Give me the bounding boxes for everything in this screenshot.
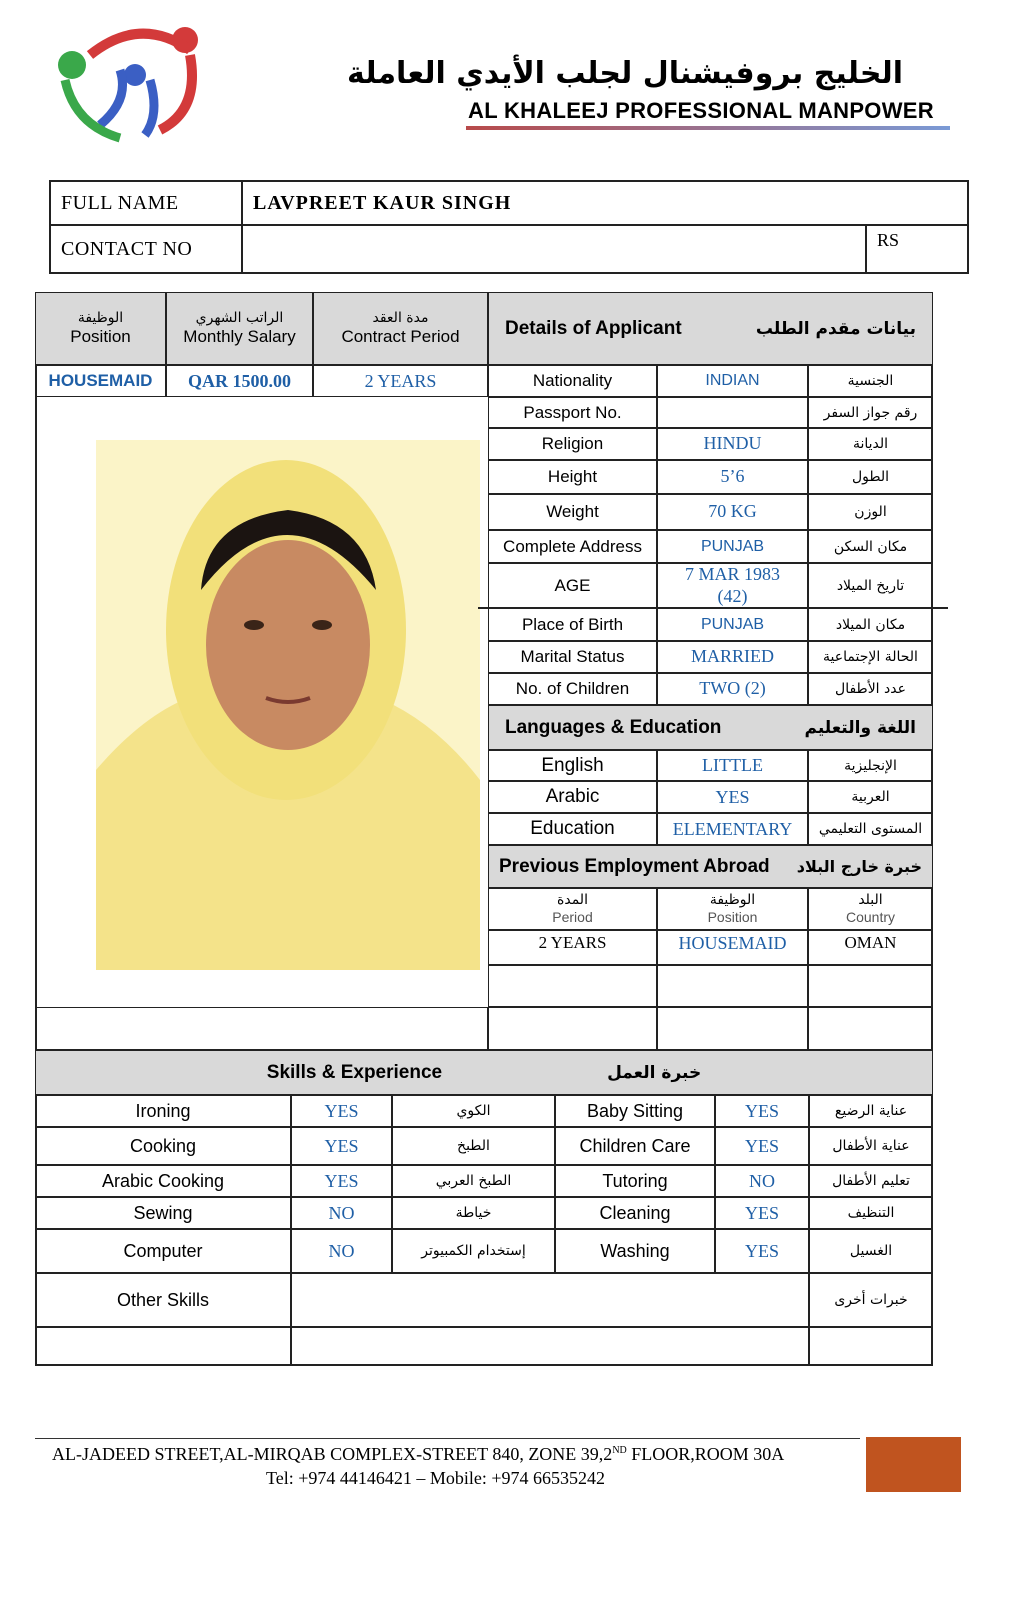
skill-value: YES (291, 1127, 392, 1165)
blank-row-left (35, 1007, 488, 1050)
detail-arabic-label: الحالة الإجتماعية (808, 641, 933, 673)
detail-arabic-label: رقم جواز السفر (808, 397, 933, 428)
skill-value: YES (291, 1095, 392, 1127)
employment-title-en: Previous Employment Abroad (499, 855, 770, 877)
employment-period: 2 YEARS (488, 930, 657, 965)
detail-arabic-label: الديانة (808, 428, 933, 460)
detail-arabic-label: الجنسية (808, 365, 933, 397)
detail-label: Place of Birth (488, 608, 657, 641)
detail-value (657, 494, 808, 530)
employment-position: HOUSEMAID (657, 930, 808, 965)
full-name-label: FULL NAME (50, 181, 242, 225)
languages-header (488, 705, 933, 750)
footer-accent-block (866, 1437, 961, 1492)
applicant-photo (96, 440, 480, 970)
employment-col-header (488, 888, 657, 930)
language-value: LITTLE (657, 750, 808, 781)
company-name-english: AL KHALEEJ PROFESSIONAL MANPOWER (468, 98, 934, 123)
detail-label: Complete Address (488, 530, 657, 563)
employment-empty-cell (488, 1007, 657, 1050)
detail-value (657, 563, 808, 608)
skill-value: NO (291, 1197, 392, 1229)
photo-illustration (96, 440, 480, 970)
skill-label: Baby Sitting (555, 1095, 715, 1127)
contract-header-en: Contract Period (341, 326, 460, 346)
footer-phones: Tel: +974 44146421 – Mobile: +974 66535242 (266, 1468, 606, 1488)
salary-header (166, 292, 313, 365)
detail-value-text: 7 MAR 1983 (684, 563, 780, 584)
footer-address-part1: AL-JADEED STREET,AL-MIRQAB COMPLEX-STREET 840, ZONE 39,2 (52, 1444, 613, 1464)
details-header (488, 292, 933, 365)
skill-label: Cleaning (555, 1197, 715, 1229)
contract-header-ar: مدة العقد (372, 309, 429, 326)
detail-value (657, 673, 808, 705)
skill-arabic-label: خياطة (392, 1197, 555, 1229)
language-label: Arabic (488, 781, 657, 813)
detail-value-text: INDIAN (705, 372, 760, 390)
employment-col-en: Period (552, 909, 593, 925)
detail-label: Nationality (488, 365, 657, 397)
language-label: English (488, 750, 657, 781)
skill-label: Arabic Cooking (35, 1165, 291, 1197)
employment-empty-cell (808, 965, 933, 1007)
detail-value-text: MARRIED (690, 646, 774, 667)
detail-arabic-label: مكان السكن (808, 530, 933, 563)
skills-header (35, 1050, 933, 1095)
detail-arabic-label: تاريخ الميلاد (808, 563, 933, 608)
detail-value-text: 5’6 (720, 466, 745, 487)
salary-header-ar: الراتب الشهري (195, 309, 284, 326)
details-title-ar: بيانات مقدم الطلب (755, 318, 916, 339)
detail-value-text: 70 KG (708, 501, 757, 522)
skills-empty-cell (35, 1327, 291, 1366)
detail-label: Height (488, 460, 657, 494)
skill-value: YES (715, 1197, 809, 1229)
position-header (35, 292, 166, 365)
detail-value-extra: (42) (717, 585, 748, 606)
footer-rule (35, 1438, 860, 1439)
detail-value-text: HINDU (703, 433, 762, 454)
languages-title-en: Languages & Education (505, 716, 722, 738)
other-skills-label: Other Skills (35, 1273, 291, 1327)
employment-col-ar: الوظيفة (709, 892, 756, 909)
salary-header-en: Monthly Salary (183, 326, 296, 346)
employment-empty-cell (657, 965, 808, 1007)
skill-label: Ironing (35, 1095, 291, 1127)
language-arabic-label: العربية (808, 781, 933, 813)
skill-value: YES (291, 1165, 392, 1197)
skill-label: Washing (555, 1229, 715, 1273)
position-value: HOUSEMAID (35, 365, 166, 397)
detail-value (657, 397, 808, 428)
detail-label: Religion (488, 428, 657, 460)
employment-empty-cell (808, 1007, 933, 1050)
detail-value-text: PUNJAB (700, 537, 765, 555)
detail-label: AGE (488, 563, 657, 608)
detail-value-text: PUNJAB (700, 615, 765, 633)
footer-address (52, 1444, 784, 1465)
detail-value-text: TWO (2) (699, 678, 766, 699)
applicant-code: RS (866, 225, 968, 273)
skill-arabic-label: عناية الرضيع (809, 1095, 933, 1127)
skills-title-en: Skills & Experience (266, 1061, 443, 1083)
skill-value: YES (715, 1229, 809, 1273)
detail-arabic-label: الطول (808, 460, 933, 494)
language-value: YES (657, 781, 808, 813)
skill-arabic-label: الطبخ العربي (392, 1165, 555, 1197)
employment-empty-cell (488, 965, 657, 1007)
age-row-divider (478, 607, 948, 609)
salary-value: QAR 1500.00 (166, 365, 313, 397)
employment-col-en: Country (845, 909, 896, 925)
skills-empty-cell (291, 1327, 809, 1366)
skill-arabic-label: الكوي (392, 1095, 555, 1127)
language-value: ELEMENTARY (657, 813, 808, 845)
skill-arabic-label: عناية الأطفال (809, 1127, 933, 1165)
employment-col-en: Position (707, 909, 758, 925)
skill-value: NO (715, 1165, 809, 1197)
languages-title-ar: اللغة والتعليم (804, 717, 916, 738)
skills-title-ar: خبرة العمل (607, 1062, 702, 1083)
employment-empty-cell (657, 1007, 808, 1050)
footer-address-part2: FLOOR,ROOM 30A (626, 1444, 785, 1464)
skill-arabic-label: الغسيل (809, 1229, 933, 1273)
detail-value (657, 460, 808, 494)
language-arabic-label: الإنجليزية (808, 750, 933, 781)
contract-value: 2 YEARS (313, 365, 488, 397)
contact-label: CONTACT NO (50, 225, 242, 273)
contract-header (313, 292, 488, 365)
skills-empty-cell (809, 1327, 933, 1366)
skill-arabic-label: إستخدام الكمبيوتر (392, 1229, 555, 1273)
detail-label: No. of Children (488, 673, 657, 705)
skill-label: Computer (35, 1229, 291, 1273)
language-label: Education (488, 813, 657, 845)
skill-label: Children Care (555, 1127, 715, 1165)
skill-value: NO (291, 1229, 392, 1273)
employment-country: OMAN (808, 930, 933, 965)
skill-arabic-label: تعليم الأطفال (809, 1165, 933, 1197)
employment-title-ar: خبرة خارج البلاد (796, 857, 922, 876)
detail-label: Weight (488, 494, 657, 530)
detail-value (657, 365, 808, 397)
detail-label: Marital Status (488, 641, 657, 673)
skill-value: YES (715, 1095, 809, 1127)
detail-arabic-label: الوزن (808, 494, 933, 530)
detail-value (657, 641, 808, 673)
detail-value (657, 608, 808, 641)
detail-arabic-label: عدد الأطفال (808, 673, 933, 705)
skill-label: Cooking (35, 1127, 291, 1165)
header-underline (466, 126, 950, 130)
employment-header (488, 845, 933, 888)
footer-address-sup: ND (612, 1445, 627, 1456)
full-name-value: LAVPREET KAUR SINGH (242, 181, 968, 225)
other-skills-value (291, 1273, 809, 1327)
skill-value: YES (715, 1127, 809, 1165)
detail-value (657, 530, 808, 563)
employment-col-header (657, 888, 808, 930)
skill-label: Tutoring (555, 1165, 715, 1197)
contact-value (242, 225, 866, 273)
details-title-en: Details of Applicant (505, 317, 682, 339)
position-header-en: Position (70, 326, 131, 346)
position-header-ar: الوظيفة (77, 309, 124, 326)
employment-col-header (808, 888, 933, 930)
detail-label: Passport No. (488, 397, 657, 428)
employment-col-ar: المدة (557, 892, 588, 909)
skill-arabic-label: الطبخ (392, 1127, 555, 1165)
skill-label: Sewing (35, 1197, 291, 1229)
name-table (49, 180, 969, 274)
employment-col-ar: البلد (858, 892, 883, 909)
detail-arabic-label: مكان الميلاد (808, 608, 933, 641)
other-skills-arabic-label: خبرات أخرى (809, 1273, 933, 1327)
company-logo (50, 20, 205, 145)
skill-arabic-label: التنظيف (809, 1197, 933, 1229)
language-arabic-label: المستوى التعليمي (808, 813, 933, 845)
company-name-arabic: الخليج بروفيشنال لجلب الأيدي العاملة (347, 56, 903, 91)
detail-value (657, 428, 808, 460)
